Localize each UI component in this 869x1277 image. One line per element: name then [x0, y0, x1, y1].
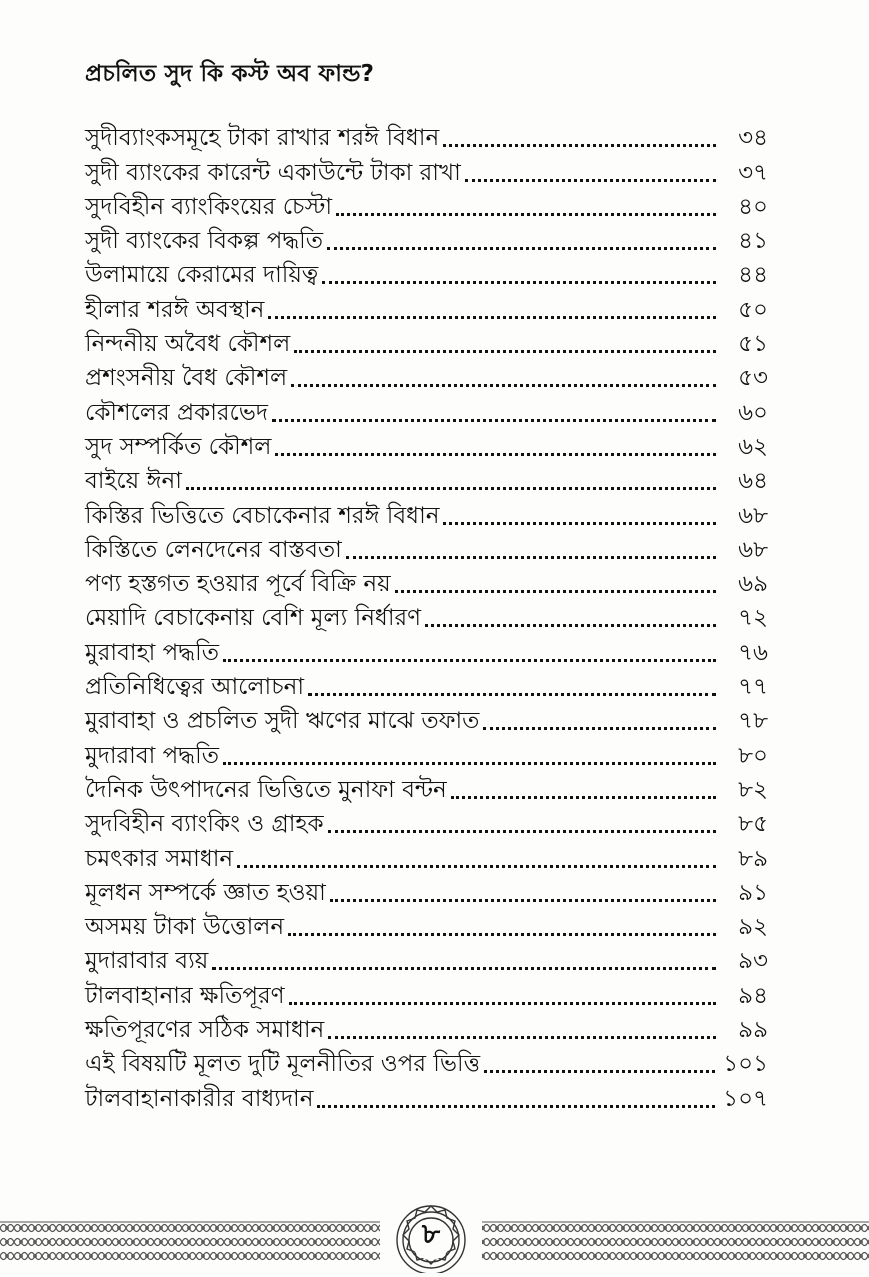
toc-entry-page: ৫৩: [738, 365, 768, 392]
toc-entry-page: ৩৭: [738, 159, 768, 186]
toc-entry-title: বাইয়ে ঈনা: [85, 468, 182, 495]
dot-leader: [336, 213, 716, 216]
toc-entry-page: ৬৮: [738, 502, 768, 529]
toc-entry: [85, 1010, 768, 1044]
toc-entry-title: নিন্দনীয় অবৈধ কৌশল: [85, 331, 291, 358]
dot-leader: [483, 727, 716, 730]
toc-entry: [85, 667, 768, 701]
toc-entry: [85, 461, 768, 495]
toc-entry-title: সুদ সম্পর্কিত কৌশল: [85, 433, 272, 460]
toc-entry: [85, 770, 768, 804]
toc-entry-title: মুরাবাহা ও প্রচলিত সুদী ঋণের মাঝে তফাত: [85, 708, 480, 735]
toc-entry: [85, 118, 768, 152]
toc-entry-title: টালবাহানার ক্ষতিপূরণ: [85, 982, 285, 1009]
dot-leader: [223, 659, 716, 662]
dot-leader: [328, 830, 716, 833]
page-number: ৮: [421, 1217, 441, 1250]
toc-entry-title: চমৎকার সমাধান: [85, 845, 234, 872]
toc-entry-page: ৭৭: [738, 674, 768, 701]
toc-entry-title: ক্ষতিপূরণের সঠিক সমাধান: [85, 1017, 325, 1044]
dot-leader: [465, 179, 716, 182]
dot-leader: [308, 693, 716, 696]
table-of-contents: [85, 118, 768, 1113]
dot-leader: [451, 796, 716, 799]
toc-entry-page: ৭৮: [738, 708, 768, 735]
toc-entry: [85, 598, 768, 632]
toc-entry: [85, 358, 768, 392]
toc-entry-title: হীলার শরঈ অবস্থান: [85, 296, 265, 323]
toc-entry: [85, 804, 768, 838]
dot-leader: [317, 1105, 715, 1108]
dot-leader: [237, 865, 716, 868]
toc-entry: [85, 152, 768, 186]
toc-entry-page: ৬০: [738, 399, 768, 426]
toc-entry-page: ৯৪: [738, 982, 768, 1009]
toc-entry-title: সুদী ব্যাংকের কারেন্ট একাউন্টে টাকা রাখা: [85, 159, 461, 186]
dot-leader: [268, 316, 716, 319]
toc-entry-title: কৌশলের প্রকারভেদ: [85, 399, 268, 426]
toc-entry: [85, 907, 768, 941]
toc-entry: [85, 255, 768, 289]
toc-entry-title: মুদারাবা পদ্ধতি: [85, 742, 219, 769]
toc-entry-title: প্রশংসনীয় বৈধ কৌশল: [85, 365, 288, 392]
dot-leader: [443, 522, 716, 525]
toc-entry: [85, 187, 768, 221]
toc-entry-page: ৯৩: [738, 948, 768, 975]
dot-leader: [223, 762, 716, 765]
toc-entry-title: সুদবিহীন ব্যাংকিংয়ের চেস্টা: [85, 193, 333, 220]
toc-entry-page: ৫১: [738, 331, 768, 358]
dot-leader: [327, 247, 716, 250]
toc-entry-page: ৪০: [738, 193, 768, 220]
toc-entry-page: ৬৮: [738, 536, 768, 563]
toc-entry: [85, 838, 768, 872]
dot-leader: [322, 281, 716, 284]
toc-entry-title: প্রতিনিধিত্বের আলোচনা: [85, 674, 305, 701]
toc-entry-title: মূলধন সম্পর্কে জ্ঞাত হওয়া: [85, 879, 326, 906]
dot-leader: [346, 556, 716, 559]
toc-entry: [85, 564, 768, 598]
toc-entry: [85, 975, 768, 1009]
dot-leader: [484, 1070, 715, 1073]
dot-leader: [328, 1036, 716, 1039]
toc-entry-title: দৈনিক উৎপাদনের ভিত্তিতে মুনাফা বন্টন: [85, 776, 447, 803]
dot-leader: [272, 419, 716, 422]
toc-entry-page: ৯১: [738, 879, 768, 906]
toc-entry-title: পণ্য হস্তগত হওয়ার পূর্বে বিক্রি নয়: [85, 571, 391, 598]
running-head: প্রচলিত সুদ কি কস্ট অব ফান্ড?: [85, 61, 375, 87]
toc-entry: [85, 495, 768, 529]
toc-entry-page: ৩৪: [738, 125, 768, 152]
toc-entry: [85, 289, 768, 323]
toc-entry-title: উলামায়ে কেরামের দায়িত্ব: [85, 262, 319, 289]
toc-entry-title: মুরাবাহা পদ্ধতি: [85, 639, 219, 666]
toc-entry-title: সুদী ব্যাংকের বিকল্প পদ্ধতি: [85, 228, 324, 255]
toc-entry-page: ৯২: [738, 914, 768, 941]
toc-entry: [85, 1078, 768, 1112]
toc-entry-page: ৪১: [738, 228, 768, 255]
dot-leader: [289, 1002, 716, 1005]
toc-entry-page: ৬৯: [738, 571, 768, 598]
toc-entry-title: কিস্তিতে লেনদেনের বাস্তবতা: [85, 536, 342, 563]
toc-entry-page: ৭৬: [738, 639, 768, 666]
dot-leader: [212, 967, 716, 970]
toc-entry-title: টালবাহানাকারীর বাধ্যদান: [85, 1085, 314, 1112]
toc-entry-title: মেয়াদি বেচাকেনায় বেশি মূল্য নির্ধারণ: [85, 605, 422, 632]
dot-leader: [275, 453, 716, 456]
dot-leader: [395, 590, 716, 593]
toc-entry: [85, 324, 768, 358]
dot-leader: [443, 144, 716, 147]
toc-entry-page: ৫০: [738, 296, 768, 323]
toc-entry-title: সুদীব্যাংকসমূহে টাকা রাখার শরঈ বিধান: [85, 125, 440, 152]
toc-entry-title: অসময় টাকা উত্তোলন: [85, 914, 285, 941]
toc-entry-page: ৮৯: [738, 845, 768, 872]
toc-entry-page: ৬৪: [738, 468, 768, 495]
toc-entry: [85, 873, 768, 907]
toc-entry-page: ৮২: [738, 776, 768, 803]
dot-leader: [330, 899, 716, 902]
toc-entry-page: ৮০: [738, 742, 768, 769]
dot-leader: [288, 933, 716, 936]
toc-entry-page: ৯৯: [738, 1017, 768, 1044]
toc-entry-page: ১০১: [723, 1051, 768, 1078]
toc-entry-title: কিস্তির ভিত্তিতে বেচাকেনার শরঈ বিধান: [85, 502, 440, 529]
toc-entry: [85, 632, 768, 666]
toc-entry: [85, 1044, 768, 1078]
dot-leader: [294, 350, 716, 353]
toc-entry-page: ৮৫: [738, 811, 768, 838]
dot-leader: [291, 384, 716, 387]
toc-entry-page: ৪৪: [738, 262, 768, 289]
toc-entry-page: ১০৭: [723, 1085, 768, 1112]
toc-entry-title: সুদবিহীন ব্যাংকিং ও গ্রাহক: [85, 811, 324, 838]
toc-entry: [85, 221, 768, 255]
toc-entry: [85, 941, 768, 975]
toc-entry: [85, 427, 768, 461]
dot-leader: [186, 487, 716, 490]
toc-entry-title: মুদারাবার ব্যয়: [85, 948, 209, 975]
toc-entry: [85, 735, 768, 769]
toc-entry-page: ৭২: [738, 605, 768, 632]
toc-entry: [85, 530, 768, 564]
toc-entry-page: ৬২: [738, 433, 768, 460]
toc-entry: [85, 392, 768, 426]
dot-leader: [425, 624, 716, 627]
toc-entry: [85, 701, 768, 735]
toc-entry-title: এই বিষয়টি মূলত দুটি মূলনীতির ওপর ভিত্তি: [85, 1051, 481, 1078]
